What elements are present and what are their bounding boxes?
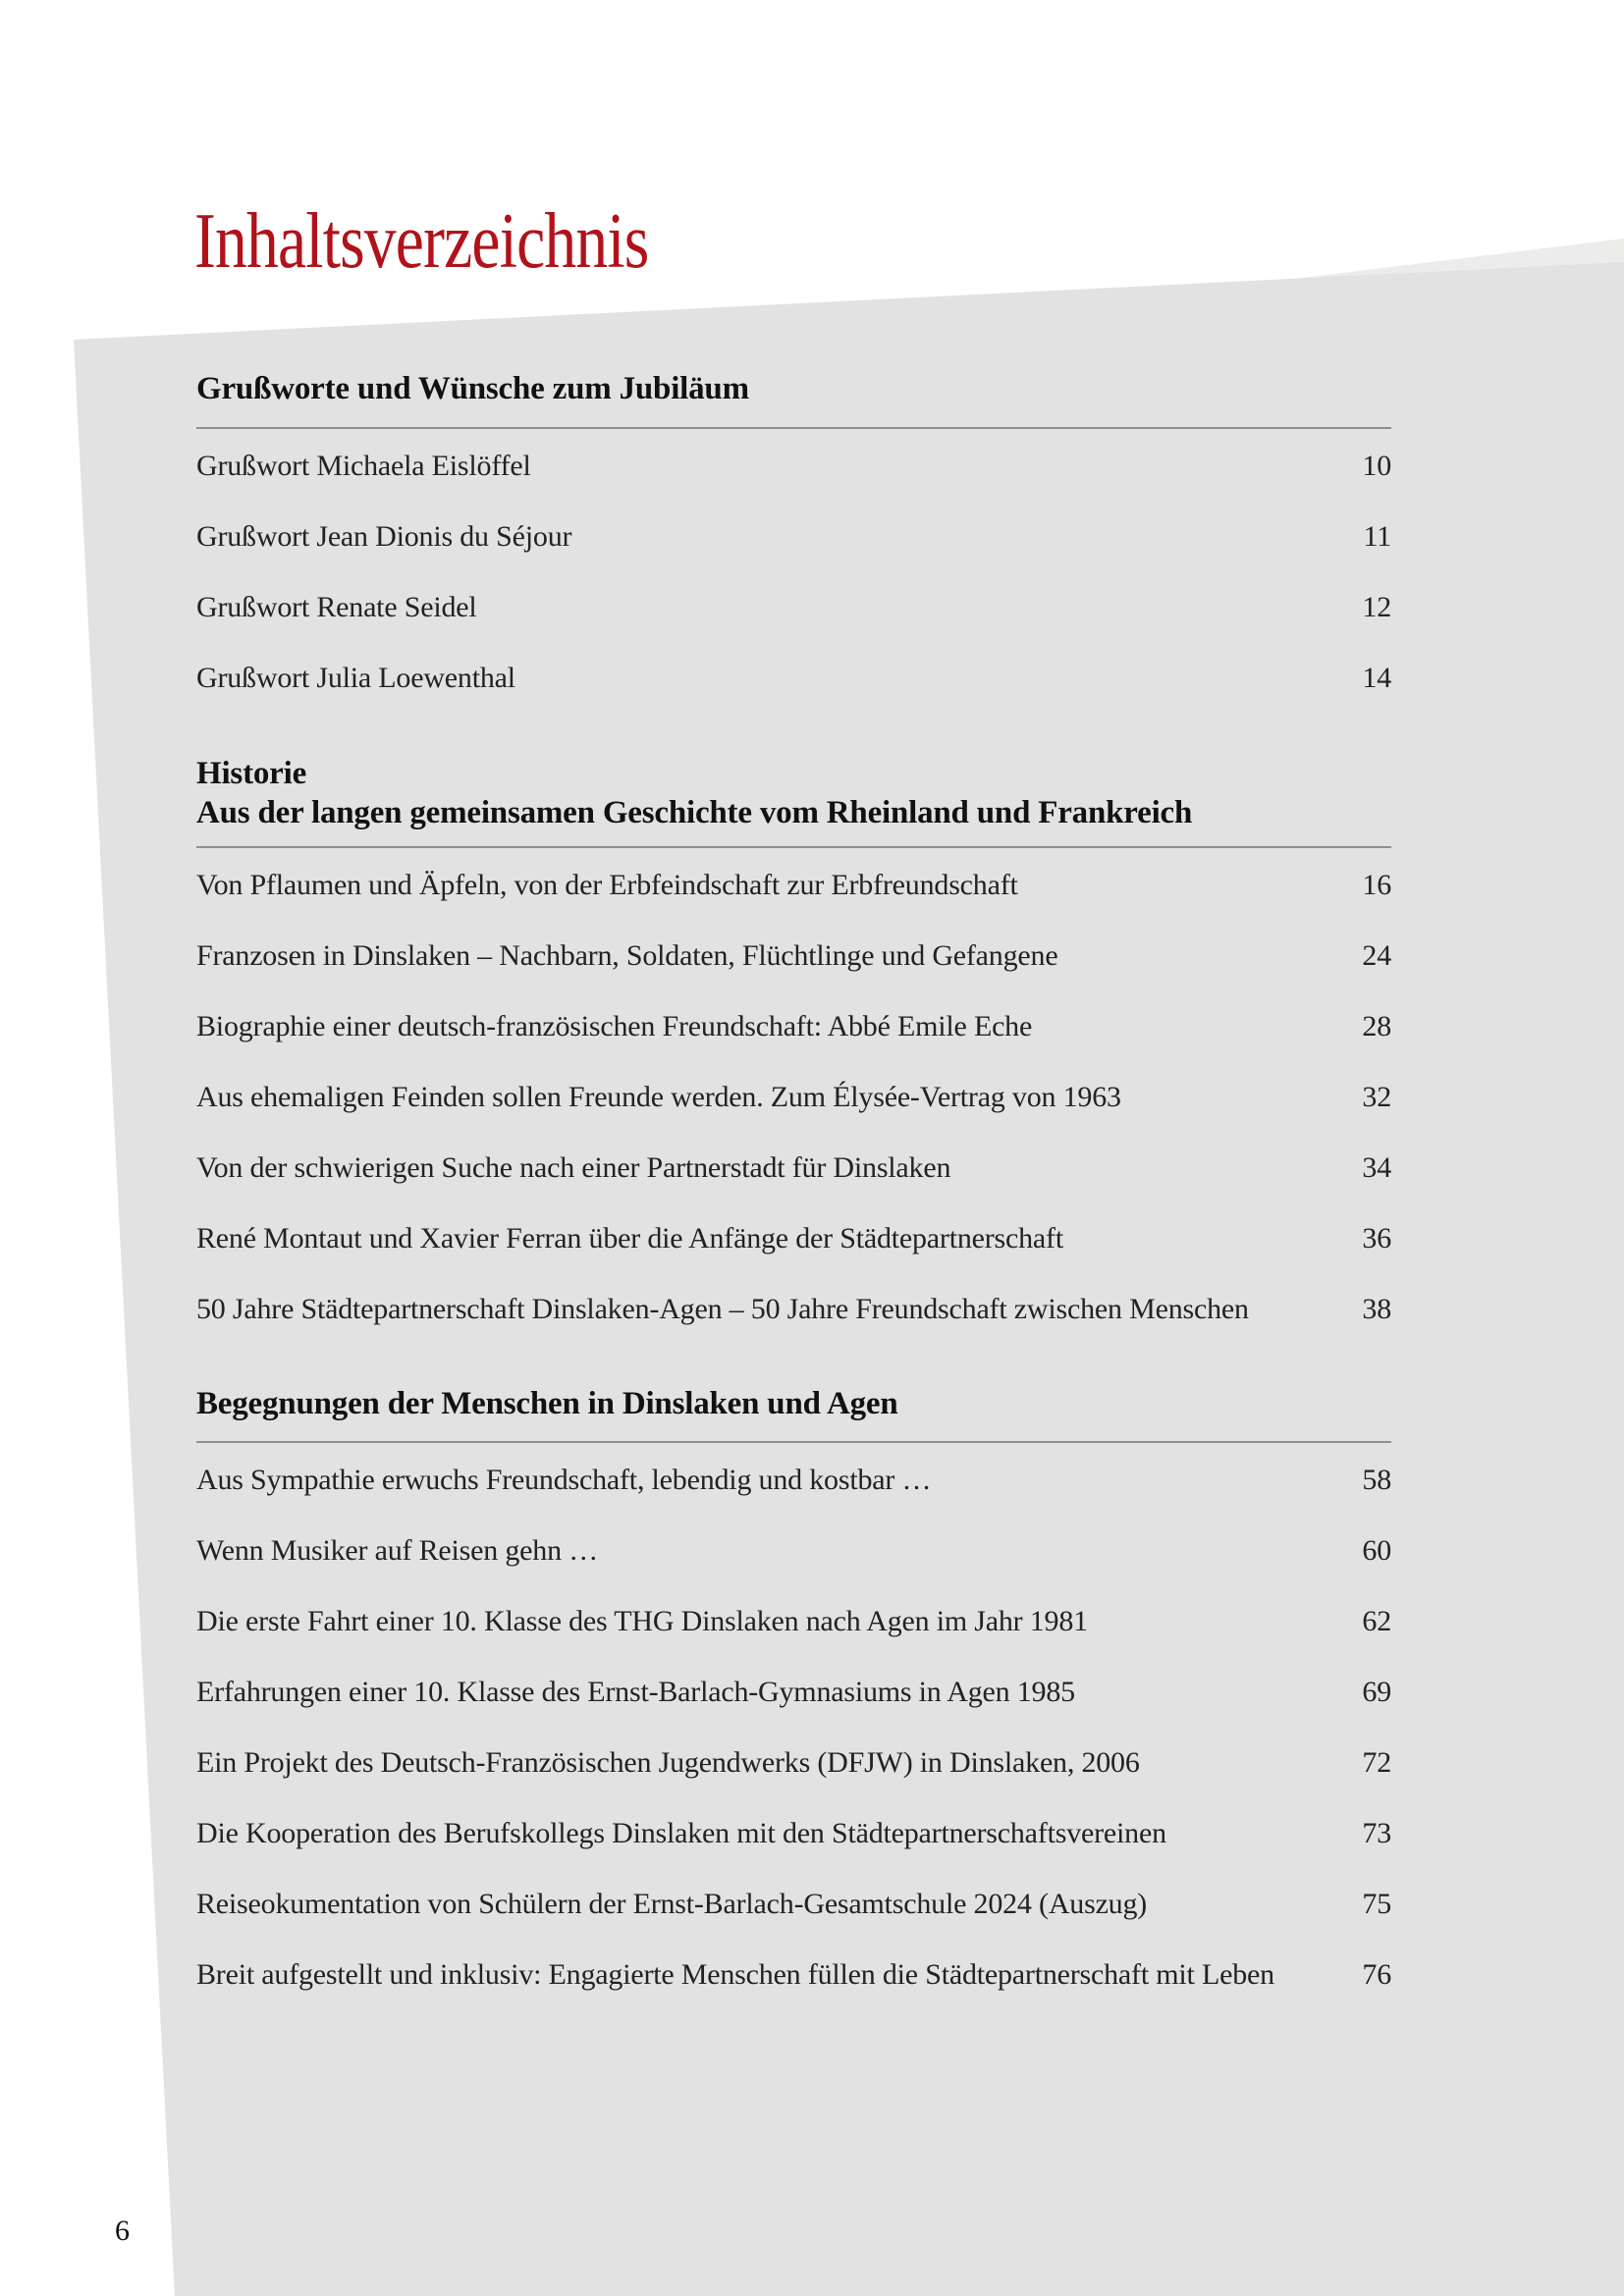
toc-entry-page: 16 xyxy=(1362,869,1391,901)
section-heading-line: Begegnungen der Menschen in Dinslaken und Agen xyxy=(196,1386,898,1421)
toc-entry-page: 10 xyxy=(1362,450,1391,482)
toc-entry-title: Von Pflaumen und Äpfeln, von der Erbfeindschaft zur Erbfreundschaft xyxy=(196,869,1018,901)
toc-entry[interactable] xyxy=(196,431,1391,502)
toc-entry-page: 73 xyxy=(1362,1817,1391,1849)
section-entries xyxy=(196,1445,1391,2010)
toc-entry-page: 28 xyxy=(1362,1010,1391,1042)
toc-entry[interactable] xyxy=(196,1133,1391,1203)
toc-entry[interactable] xyxy=(196,921,1391,991)
toc-entry-page: 62 xyxy=(1362,1605,1391,1637)
toc-entry[interactable] xyxy=(196,572,1391,643)
toc-entry-title: Grußwort Jean Dionis du Séjour xyxy=(196,520,572,553)
toc-entry-page: 36 xyxy=(1362,1222,1391,1255)
toc-entry-title: Reiseokumentation von Schülern der Ernst-Barlach-Gesamtschule 2024 (Auszug) xyxy=(196,1888,1148,1920)
toc-entry-page: 75 xyxy=(1362,1888,1391,1920)
toc-entry[interactable] xyxy=(196,1203,1391,1274)
section-heading-line: Historie xyxy=(196,756,307,791)
toc-entry[interactable] xyxy=(196,502,1391,572)
toc-entry-title: Die Kooperation des Berufskollegs Dinslaken mit den Städtepartnerschaftsvereinen xyxy=(196,1817,1166,1849)
toc-entry-page: 76 xyxy=(1362,1958,1391,1991)
toc-entry-title: Grußwort Michaela Eislöffel xyxy=(196,450,531,482)
section-entries xyxy=(196,431,1391,714)
toc-entry-title: Die erste Fahrt einer 10. Klasse des THG Dinslaken nach Agen im Jahr 1981 xyxy=(196,1605,1088,1637)
toc-entry-title: Franzosen in Dinslaken – Nachbarn, Soldaten, Flüchtlinge und Gefangene xyxy=(196,939,1058,972)
toc-entry[interactable] xyxy=(196,1586,1391,1657)
toc-entry-title: Aus Sympathie erwuchs Freundschaft, lebendig und kostbar … xyxy=(196,1464,932,1496)
toc-entry-page: 14 xyxy=(1362,662,1391,694)
section-heading xyxy=(196,1384,1391,1423)
toc-entry[interactable] xyxy=(196,991,1391,1062)
toc-entry[interactable] xyxy=(196,1657,1391,1728)
toc-entry-title: Aus ehemaligen Feinden sollen Freunde werden. Zum Élysée-Vertrag von 1963 xyxy=(196,1081,1121,1113)
section-historie xyxy=(196,754,1391,1345)
toc-entry[interactable] xyxy=(196,1869,1391,1940)
toc-entry-title: Breit aufgestellt und inklusiv: Engagierte Menschen füllen die Städtepartnerschaft mit Leben xyxy=(196,1958,1274,1991)
toc-entry-title: Biographie einer deutsch-französischen Freundschaft: Abbé Emile Eche xyxy=(196,1010,1033,1042)
toc-entry[interactable] xyxy=(196,1516,1391,1586)
section-rule xyxy=(196,427,1391,429)
toc-entry-page: 32 xyxy=(1362,1081,1391,1113)
toc-entry-title: Von der schwierigen Suche nach einer Partnerstadt für Dinslaken xyxy=(196,1151,951,1184)
section-grussworte xyxy=(196,369,1391,714)
toc-entry[interactable] xyxy=(196,1940,1391,2010)
section-heading-line: Aus der langen gemeinsamen Geschichte vom Rheinland und Frankreich xyxy=(196,795,1193,830)
toc-entry-title: Grußwort Julia Loewenthal xyxy=(196,662,515,694)
toc-entry-title: Erfahrungen einer 10. Klasse des Ernst-Barlach-Gymnasiums in Agen 1985 xyxy=(196,1676,1075,1708)
toc-entry[interactable] xyxy=(196,643,1391,714)
toc-entry-title: Grußwort Renate Seidel xyxy=(196,591,477,623)
page-number: 6 xyxy=(115,2215,130,2247)
section-begegnungen xyxy=(196,1384,1391,2010)
toc-entry[interactable] xyxy=(196,1728,1391,1798)
toc-entry-title: Ein Projekt des Deutsch-Französischen Jugendwerks (DFJW) in Dinslaken, 2006 xyxy=(196,1746,1140,1779)
toc-entry[interactable] xyxy=(196,1274,1391,1345)
section-heading-line: Grußworte und Wünsche zum Jubiläum xyxy=(196,371,749,406)
section-heading xyxy=(196,754,1391,832)
toc-entry[interactable] xyxy=(196,1798,1391,1869)
toc-entry-page: 58 xyxy=(1362,1464,1391,1496)
toc-entry-page: 69 xyxy=(1362,1676,1391,1708)
toc-entry[interactable] xyxy=(196,850,1391,921)
section-entries xyxy=(196,850,1391,1345)
toc-entry[interactable] xyxy=(196,1062,1391,1133)
toc-entry[interactable] xyxy=(196,1445,1391,1516)
toc-entry-page: 24 xyxy=(1362,939,1391,972)
section-rule xyxy=(196,846,1391,848)
toc-entry-title: René Montaut und Xavier Ferran über die Anfänge der Städtepartnerschaft xyxy=(196,1222,1063,1255)
toc-entry-page: 11 xyxy=(1363,520,1391,553)
toc-entry-page: 72 xyxy=(1362,1746,1391,1779)
toc-entry-page: 60 xyxy=(1362,1534,1391,1567)
toc-entry-title: 50 Jahre Städtepartnerschaft Dinslaken-Agen – 50 Jahre Freundschaft zwischen Menschen xyxy=(196,1293,1249,1325)
toc-entry-page: 12 xyxy=(1362,591,1391,623)
toc-entry-page: 38 xyxy=(1362,1293,1391,1325)
toc-entry-page: 34 xyxy=(1362,1151,1391,1184)
toc-entry-title: Wenn Musiker auf Reisen gehn … xyxy=(196,1534,598,1567)
section-heading xyxy=(196,369,1391,408)
page-title: Inhaltsverzeichnis xyxy=(194,198,649,285)
section-rule xyxy=(196,1441,1391,1443)
